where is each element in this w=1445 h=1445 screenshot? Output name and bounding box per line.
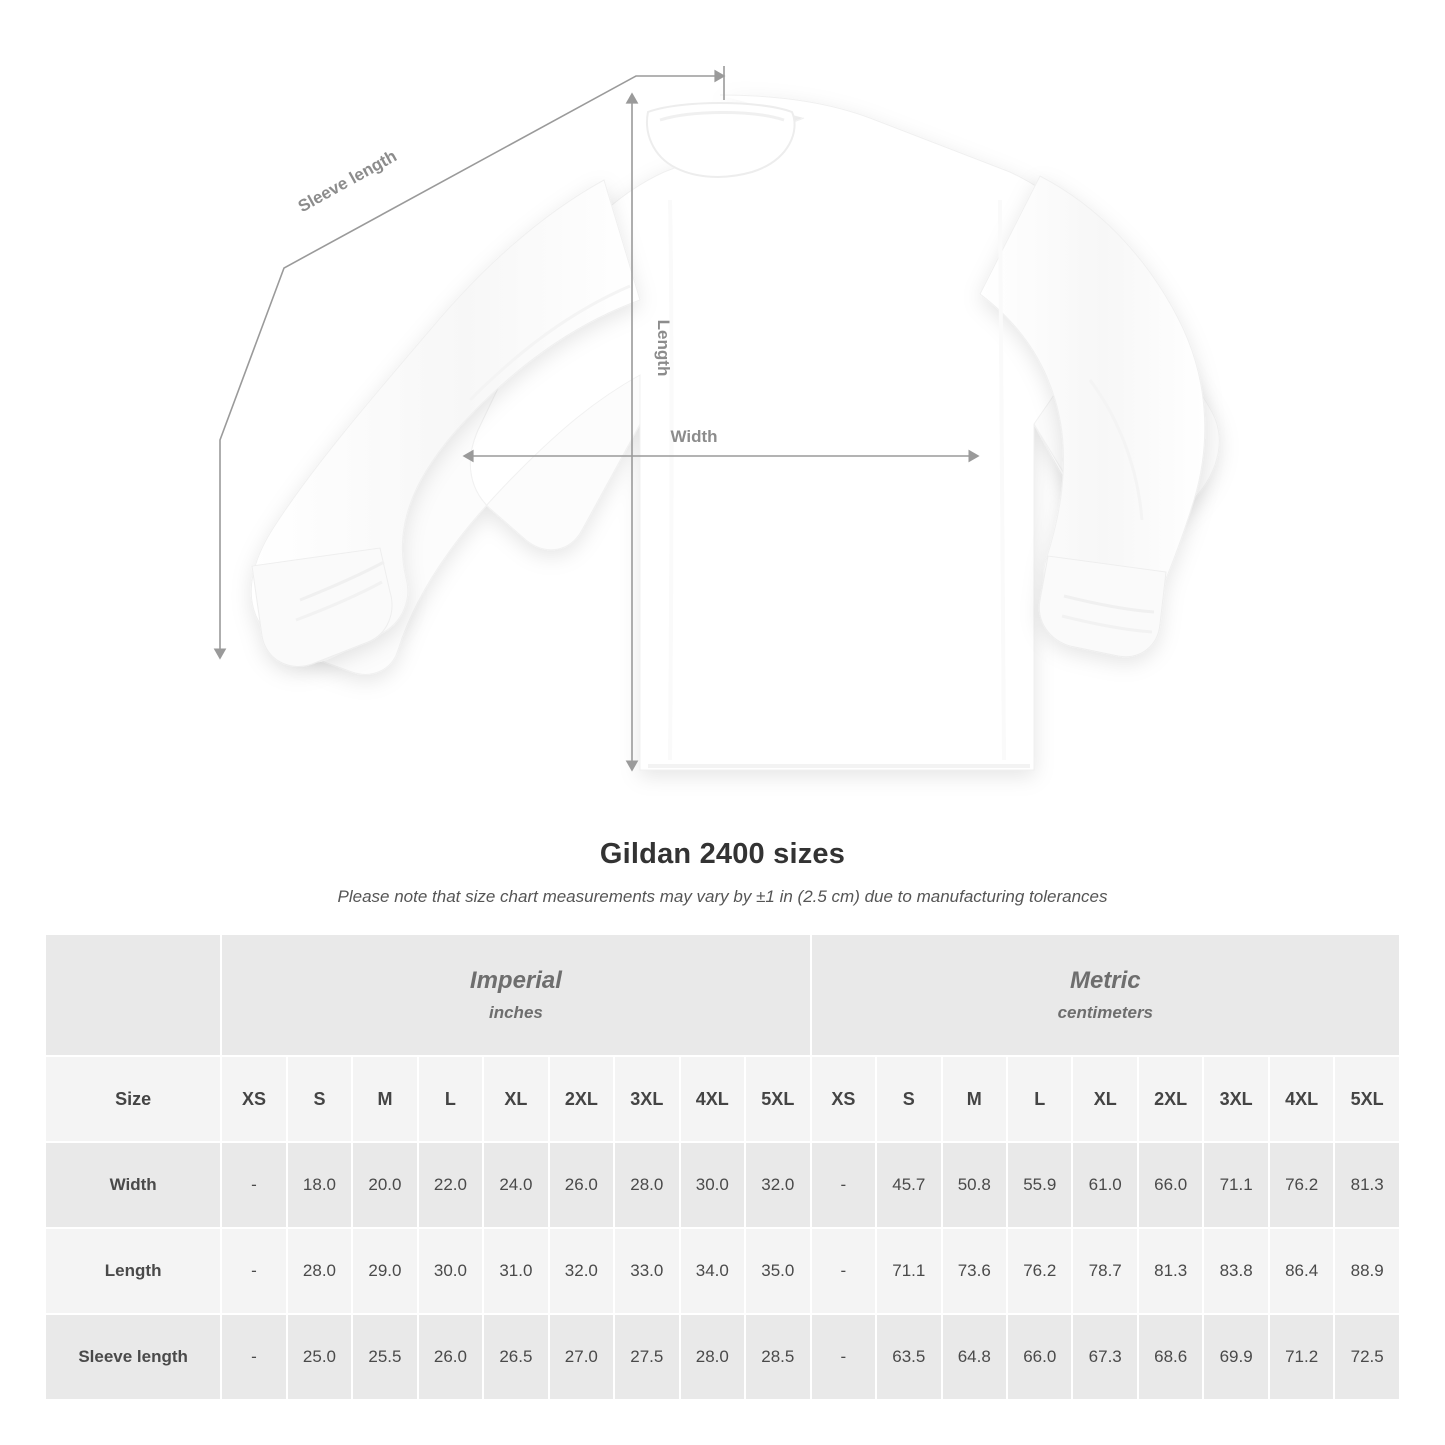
cell-sleeve-metric-2xl: 68.6 <box>1138 1314 1203 1400</box>
cell-width-metric-xl: 61.0 <box>1072 1142 1137 1228</box>
cell-length-metric-l: 76.2 <box>1007 1228 1072 1314</box>
cell-length-metric-5xl: 88.9 <box>1334 1228 1400 1314</box>
cell-sleeve-imperial-m: 25.5 <box>352 1314 417 1400</box>
cell-sleeve-metric-4xl: 71.2 <box>1269 1314 1334 1400</box>
cell-sleeve-metric-m: 64.8 <box>942 1314 1007 1400</box>
row-label-width: Width <box>45 1142 221 1228</box>
cell-length-imperial-l: 30.0 <box>418 1228 483 1314</box>
size-col-imperial-3xl: 3XL <box>614 1056 679 1142</box>
table-corner <box>45 934 221 1056</box>
cell-length-metric-m: 73.6 <box>942 1228 1007 1314</box>
cell-length-imperial-xs: - <box>221 1228 286 1314</box>
row-label-sleeve-length: Sleeve length <box>45 1314 221 1400</box>
cell-length-imperial-2xl: 32.0 <box>549 1228 614 1314</box>
cell-sleeve-metric-3xl: 69.9 <box>1203 1314 1268 1400</box>
size-col-metric-s: S <box>876 1056 941 1142</box>
size-col-imperial-2xl: 2XL <box>549 1056 614 1142</box>
length-label: Length <box>654 319 673 377</box>
cell-width-imperial-5xl: 32.0 <box>745 1142 811 1228</box>
metric-header <box>811 934 1400 1056</box>
cell-width-metric-xs: - <box>811 1142 876 1228</box>
size-col-imperial-s: S <box>287 1056 352 1142</box>
cell-length-imperial-4xl: 34.0 <box>680 1228 745 1314</box>
size-col-imperial-l: L <box>418 1056 483 1142</box>
cell-width-imperial-l: 22.0 <box>418 1142 483 1228</box>
cell-width-metric-2xl: 66.0 <box>1138 1142 1203 1228</box>
size-row-label: Size <box>45 1056 221 1142</box>
size-col-imperial-4xl: 4XL <box>680 1056 745 1142</box>
imperial-header <box>221 934 810 1056</box>
cell-length-imperial-m: 29.0 <box>352 1228 417 1314</box>
cell-width-imperial-3xl: 28.0 <box>614 1142 679 1228</box>
cell-width-imperial-m: 20.0 <box>352 1142 417 1228</box>
chart-title: Gildan 2400 sizes <box>599 838 846 870</box>
cell-width-metric-4xl: 76.2 <box>1269 1142 1334 1228</box>
cell-sleeve-metric-xl: 67.3 <box>1072 1314 1137 1400</box>
cell-sleeve-imperial-3xl: 27.5 <box>614 1314 679 1400</box>
cell-sleeve-metric-xs: - <box>811 1314 876 1400</box>
cell-sleeve-imperial-2xl: 27.0 <box>549 1314 614 1400</box>
cell-sleeve-imperial-s: 25.0 <box>287 1314 352 1400</box>
cell-length-metric-3xl: 83.8 <box>1203 1228 1268 1314</box>
size-col-metric-xs: XS <box>811 1056 876 1142</box>
cell-length-imperial-xl: 31.0 <box>483 1228 548 1314</box>
table-row <box>45 1228 1400 1314</box>
cell-sleeve-metric-5xl: 72.5 <box>1334 1314 1400 1400</box>
size-col-metric-4xl: 4XL <box>1269 1056 1334 1142</box>
cell-length-metric-4xl: 86.4 <box>1269 1228 1334 1314</box>
size-col-imperial-5xl: 5XL <box>745 1056 811 1142</box>
size-col-metric-5xl: 5XL <box>1334 1056 1400 1142</box>
cell-sleeve-metric-s: 63.5 <box>876 1314 941 1400</box>
imperial-unit-sub: inches <box>489 1002 543 1022</box>
cell-sleeve-imperial-4xl: 28.0 <box>680 1314 745 1400</box>
cell-width-imperial-2xl: 26.0 <box>549 1142 614 1228</box>
cell-length-imperial-5xl: 35.0 <box>745 1228 811 1314</box>
cell-length-imperial-s: 28.0 <box>287 1228 352 1314</box>
cell-width-metric-l: 55.9 <box>1007 1142 1072 1228</box>
cell-width-metric-3xl: 71.1 <box>1203 1142 1268 1228</box>
cell-sleeve-metric-l: 66.0 <box>1007 1314 1072 1400</box>
cell-sleeve-imperial-5xl: 28.5 <box>745 1314 811 1400</box>
size-col-imperial-m: M <box>352 1056 417 1142</box>
chart-header <box>0 838 1445 907</box>
size-table-container <box>44 933 1401 1401</box>
table-row <box>45 1314 1400 1400</box>
cell-width-metric-m: 50.8 <box>942 1142 1007 1228</box>
table-row <box>45 1142 1400 1228</box>
imperial-unit-name: Imperial <box>469 967 562 995</box>
tolerance-note: Please note that size chart measurements may vary by ±1 in (2.5 cm) due to manufacturing tolerances <box>337 887 1108 906</box>
cell-length-metric-s: 71.1 <box>876 1228 941 1314</box>
cell-width-metric-s: 45.7 <box>876 1142 941 1228</box>
size-col-imperial-xl: XL <box>483 1056 548 1142</box>
size-col-metric-2xl: 2XL <box>1138 1056 1203 1142</box>
row-label-length: Length <box>45 1228 221 1314</box>
cell-width-metric-5xl: 81.3 <box>1334 1142 1400 1228</box>
cell-width-imperial-xl: 24.0 <box>483 1142 548 1228</box>
width-label: Width <box>670 427 718 446</box>
size-col-imperial-xs: XS <box>221 1056 286 1142</box>
size-col-metric-xl: XL <box>1072 1056 1137 1142</box>
metric-unit-name: Metric <box>1069 967 1141 995</box>
cell-width-imperial-4xl: 30.0 <box>680 1142 745 1228</box>
size-col-metric-m: M <box>942 1056 1007 1142</box>
size-col-metric-l: L <box>1007 1056 1072 1142</box>
cell-length-metric-xs: - <box>811 1228 876 1314</box>
cell-sleeve-imperial-l: 26.0 <box>418 1314 483 1400</box>
size-col-metric-3xl: 3XL <box>1203 1056 1268 1142</box>
cell-sleeve-imperial-xs: - <box>221 1314 286 1400</box>
cell-length-metric-2xl: 81.3 <box>1138 1228 1203 1314</box>
cell-sleeve-imperial-xl: 26.5 <box>483 1314 548 1400</box>
size-chart-table <box>44 933 1401 1401</box>
cell-width-imperial-xs: - <box>221 1142 286 1228</box>
cell-length-imperial-3xl: 33.0 <box>614 1228 679 1314</box>
size-header-row <box>45 1056 1400 1142</box>
metric-unit-sub: centimeters <box>1057 1002 1154 1022</box>
cell-width-imperial-s: 18.0 <box>287 1142 352 1228</box>
cell-length-metric-xl: 78.7 <box>1072 1228 1137 1314</box>
unit-header-row <box>45 934 1400 1056</box>
sleeve-length-label: Sleeve length <box>294 146 400 217</box>
